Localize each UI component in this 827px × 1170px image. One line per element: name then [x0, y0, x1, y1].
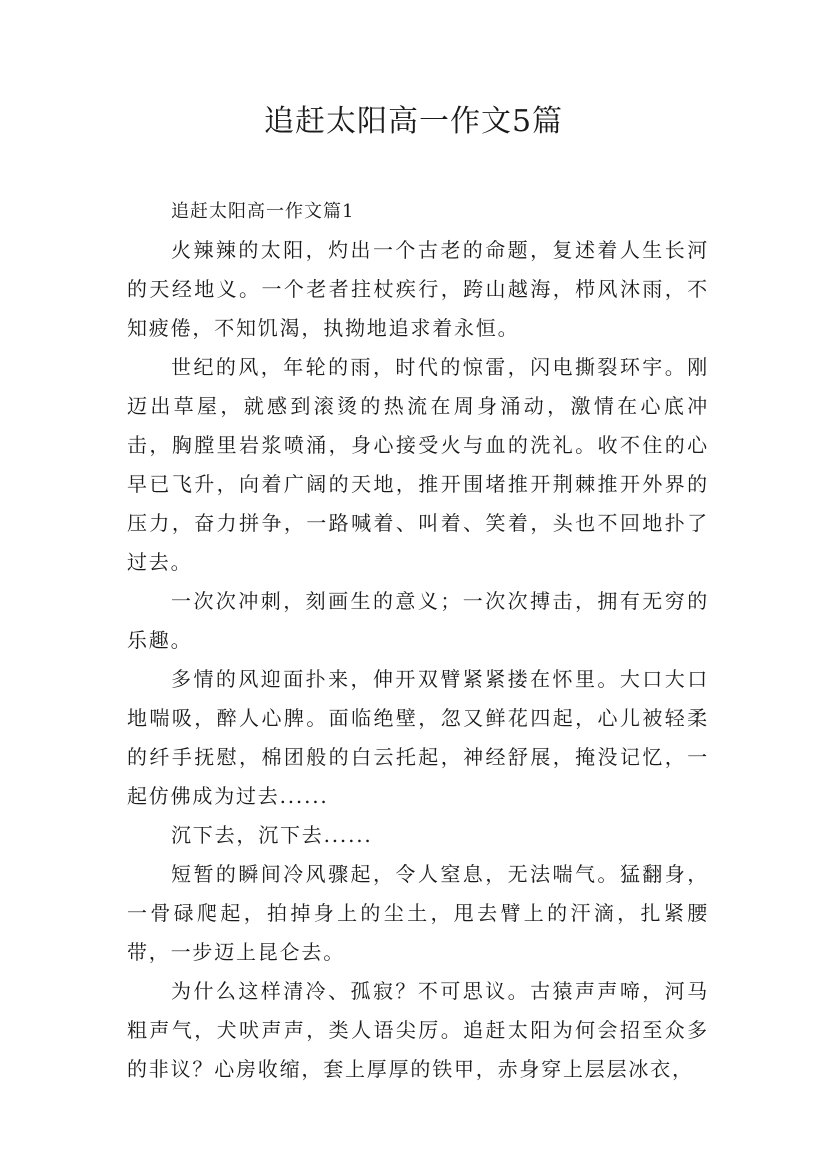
- paragraph: 世纪的风，年轮的雨，时代的惊雷，闪电撕裂环宇。刚迈出草屋，就感到滚烫的热流在周身涌动，激情在心底冲击，胸膛里岩浆喷涌，身心接受火与血的洗礼。收不住的心早已飞升，向着广阔的天地，推开围堵推开荆棘推开外界的压力，奋力拼争，一路喊着、叫着、笑着，头也不回地扑了过去。: [127, 355, 709, 574]
- paragraph: 沉下去，沉下去......: [171, 823, 373, 847]
- paragraph: 短暂的瞬间冷风骤起，令人窒息，无法喘气。猛翻身，一骨碌爬起，拍掉身上的尘土，甩去臂上的汗滴，扎紧腰带，一步迈上昆仑去。: [127, 862, 709, 964]
- document-title: 追赶太阳高一作文5篇: [263, 104, 564, 139]
- document-body: [127, 192, 709, 1089]
- paragraph: 一次次冲刺，刻画生的意义；一次次搏击，拥有无穷的乐趣。: [127, 589, 709, 652]
- paragraph: 多情的风迎面扑来，伸开双臂紧紧搂在怀里。大口大口地喘吸，醉人心脾。面临绝壁，忽又鲜花四起，心儿被轻柔的纤手抚慰，棉团般的白云托起，神经舒展，掩没记忆，一起仿佛成为过去......: [127, 667, 709, 808]
- section-heading: 追赶太阳高一作文篇1: [171, 201, 355, 222]
- paragraph: 火辣辣的太阳，灼出一个古老的命题，复述着人生长河的天经地义。一个老者拄杖疾行，跨山越海，栉风沐雨，不知疲倦，不知饥渴，执拗地追求着永恒。: [127, 238, 709, 340]
- paragraph: 为什么这样清冷、孤寂？不可思议。古猿声声啼，河马粗声气，犬吠声声，类人语尖厉。追赶太阳为何会招至众多的非议？心房收缩，套上厚厚的铁甲，赤身穿上层层冰衣，: [127, 979, 709, 1081]
